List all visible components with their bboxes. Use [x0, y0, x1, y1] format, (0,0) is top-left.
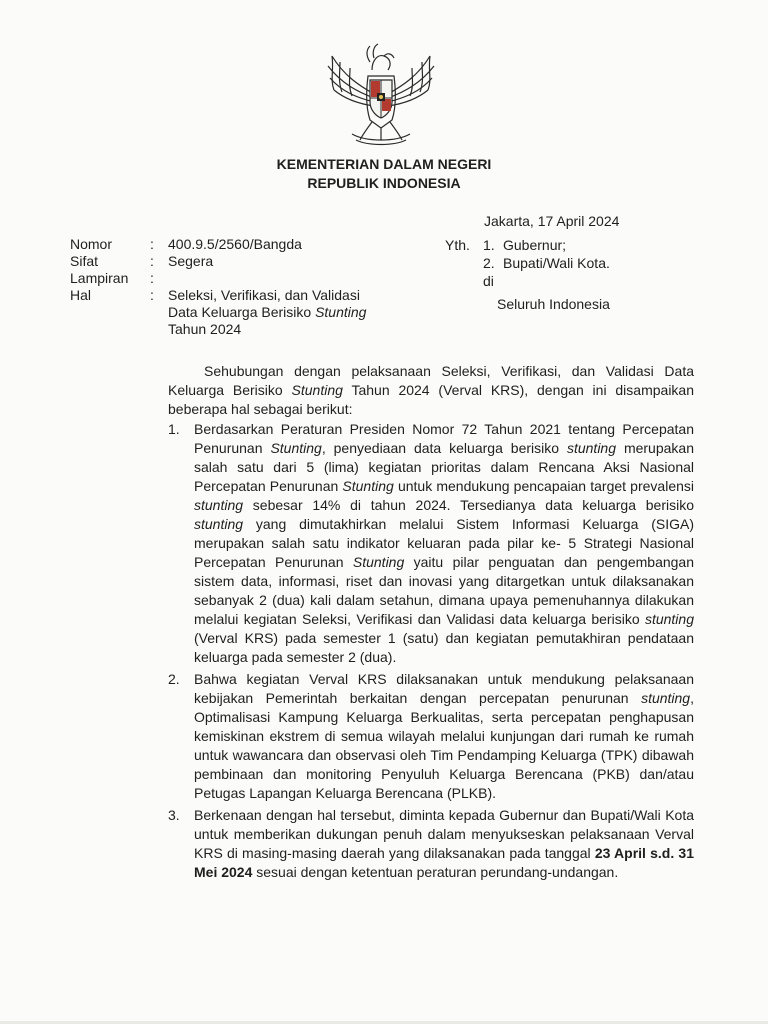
meta-row-hal: [70, 287, 418, 338]
meta-value-sifat: Segera: [168, 253, 214, 269]
list-item-text: Berdasarkan Peraturan Presiden Nomor 72 Tahun 2021 tentang Percepatan Penurunan Stunting, penyediaan data keluarga berisiko stunting merupakan salah satu dari 5 (lima) kegiatan prioritas dalam Rencana Aksi Nasional Percepatan Penurunan Stunting untuk mendukung pencapaian target prevalensi stunting sebesar 14% di tahun 2024. Tersedianya data keluarga berisiko stunting yang dimutakhirkan melalui Sistem Informasi Keluarga (SIGA) merupakan salah satu indikator keluaran pada pilar ke- 5 Strategi Nasional Percepatan Penurunan Stunting yaitu pilar penguatan dan pengembangan sistem data, informasi, riset dan inovasi yang ditargetkan untuk dilaksanakan sebanyak 2 (dua) kali dalam setahun, dimana upaya pemenuhannya dilakukan melalui kegiatan Seleksi, Verifikasi dan Validasi data keluarga berisiko stunting (Verval KRS) pada semester 1 (satu) dan kegiatan pemutakhiran pendataan keluarga pada semester 2 (dua).: [194, 421, 695, 665]
meta-row-sifat: [70, 253, 418, 270]
meta-label: Sifat: [70, 253, 99, 269]
points-list: [168, 420, 694, 882]
list-item-text: Bahwa kegiatan Verval KRS dilaksanakan untuk mendukung pelaksanaan kebijakan Pemerintah berkaitan dengan percepatan penurunan stunting, Optimalisasi Kampung Keluarga Berkualitas, serta percepatan penghapusan kemiskinan ekstrem di semua wilayah melalui kunjungan dari rumah ke rumah untuk wawancara dan observasi oleh Tim Pendamping Keluarga (TPK) dibawah pembinaan dan monitoring Penyuluh Keluarga Berencana (PKB) dan/atau Petugas Lapangan Keluarga Berencana (PLKB).: [194, 671, 694, 801]
list-item: [168, 670, 694, 803]
recipient-salutation: Yth.: [445, 237, 470, 253]
list-item-number: 1.: [168, 421, 180, 437]
recipient-number: 1.: [483, 237, 495, 253]
recipient-name: Bupati/Wali Kota.: [503, 255, 610, 271]
subject-line-1: Seleksi, Verifikasi, dan Validasi: [168, 287, 360, 303]
subject-line-3: Tahun 2024: [168, 321, 242, 337]
list-item-number: 3.: [168, 807, 180, 823]
letter-meta: [70, 236, 418, 338]
list-item-number: 2.: [168, 671, 180, 687]
meta-label: Lampiran: [70, 270, 129, 286]
recipient-name: Gubernur;: [503, 237, 567, 253]
date-range: 23 April s.d. 31 Mei 2024: [194, 845, 694, 880]
recipient-number: 2.: [483, 255, 495, 271]
recipient-di: di: [483, 273, 494, 289]
recipient-row-2: [445, 254, 610, 272]
subject-line-2: Data Keluarga Berisiko: [168, 304, 316, 320]
letter-body: [168, 362, 694, 885]
meta-colon: :: [150, 236, 154, 252]
meta-value-hal: [168, 287, 418, 338]
intro-paragraph: Sehubungan dengan pelaksanaan Seleksi, Verifikasi, dan Validasi Data Keluarga Berisiko Stunting Tahun 2024 (Verval KRS), dengan ini disampaikan beberapa hal sebagai berikut:: [168, 363, 694, 417]
subject-italic-term: Stunting: [315, 304, 367, 320]
recipient-location: Seluruh Indonesia: [497, 296, 610, 312]
list-item-text: Berkenaan dengan hal tersebut, diminta kepada Gubernur dan Bupati/Wali Kota untuk memberikan dukungan penuh dalam menyukseskan pelaksanaan Verval KRS di masing-masing daerah yang dilaksanakan pada tanggal 23 April s.d. 31 Mei 2024 sesuai dengan ketentuan peraturan perundang-undangan.: [194, 807, 694, 880]
meta-row-lampiran: [70, 270, 418, 287]
meta-colon: :: [150, 253, 154, 269]
recipient-block: [445, 236, 610, 313]
list-item: [168, 420, 694, 667]
list-item: [168, 806, 694, 882]
meta-colon: :: [150, 287, 154, 303]
date-line: Jakarta, 17 April 2024: [484, 213, 620, 229]
meta-row-nomor: [70, 236, 418, 253]
recipient-row-1: [445, 236, 610, 254]
ministry-name: KEMENTERIAN DALAM NEGERI: [276, 156, 492, 172]
meta-colon: :: [150, 270, 154, 286]
country-name: REPUBLIK INDONESIA: [307, 175, 461, 191]
meta-value-lampiran: [168, 270, 418, 287]
meta-value-nomor: 400.9.5/2560/Bangda: [168, 236, 302, 252]
meta-label: Hal: [70, 287, 92, 303]
garuda-emblem-icon: [322, 36, 440, 146]
meta-label: Nomor: [70, 236, 113, 252]
